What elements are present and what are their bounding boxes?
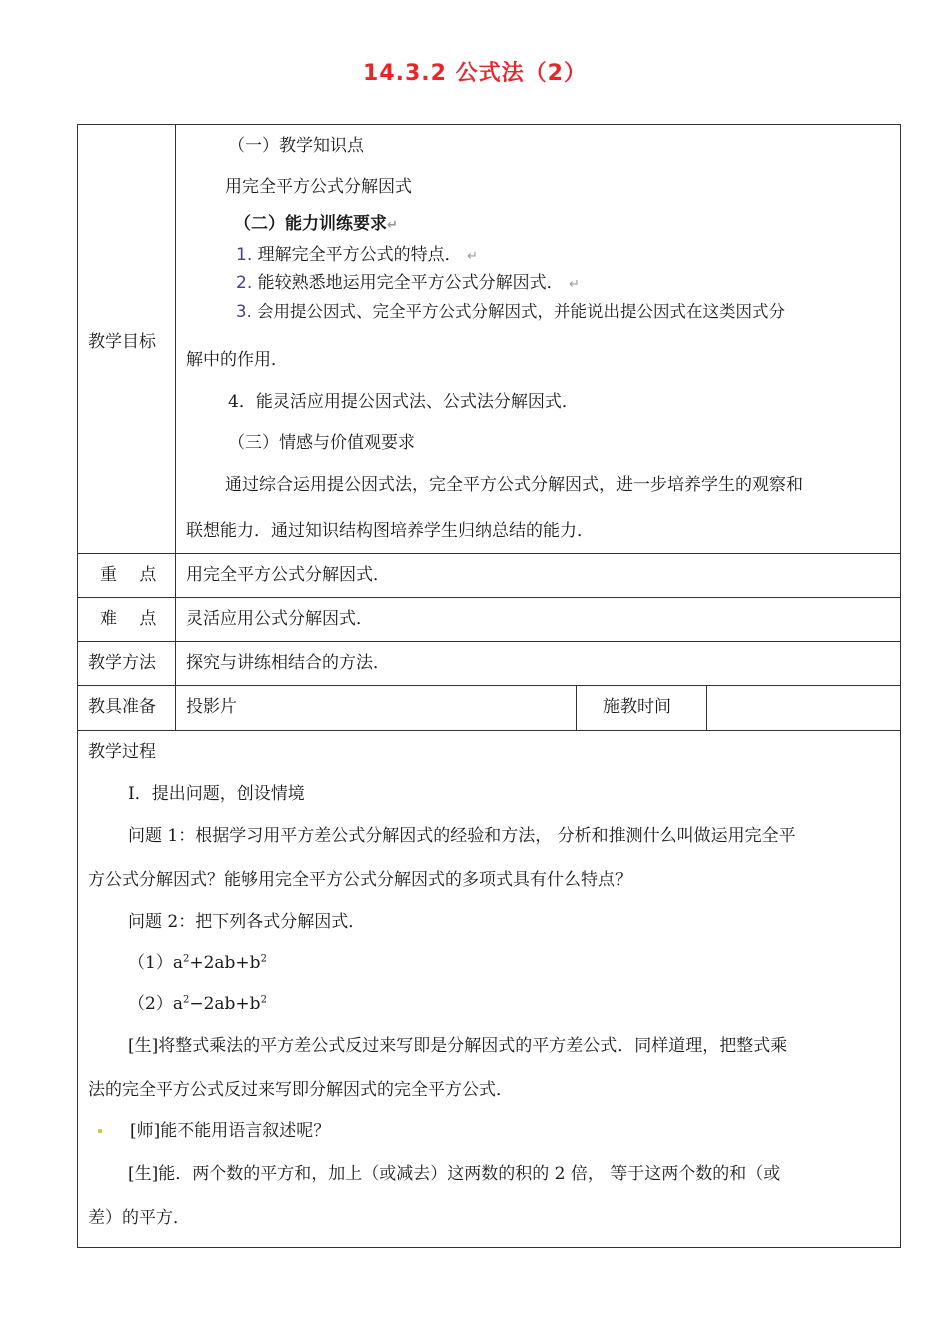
knowledge-text: 用完全平方公式分解因式: [225, 177, 412, 197]
values-text-line-2: 联想能力．通过知识结构图培养学生归纳总结的能力．: [186, 521, 594, 541]
goals-label-cell: [78, 125, 176, 554]
ability-item-2: 2. 能较熟悉地运用完全平方公式分解因式． ↵: [236, 273, 580, 293]
method-row: [78, 642, 901, 686]
expression-2: $(2)a^2-2ab+b^2$: [128, 994, 267, 1014]
difficulty-row: [78, 598, 901, 642]
values-heading: （三）情感与价值观要求: [228, 433, 415, 453]
time-value-cell: [707, 686, 901, 731]
student-answer-1-line-1: [生]将整式乘法的平方差公式反过来写即是分解因式的平方差公式．同样道理，把整式乘: [128, 1036, 788, 1056]
highlight-dot: [98, 1129, 102, 1133]
difficulty-text-cell: [176, 598, 901, 642]
tools-text: 投影片: [186, 697, 237, 717]
key-point-label-cell: [78, 554, 176, 598]
student-answer-2-line-1: [生]能．两个数的平方和，加上（或减去）这两数的积的 2 倍， 等于这两个数的和（或: [128, 1164, 781, 1184]
question-1-line-1: 问题 1：根据学习用平方差公式分解因式的经验和方法， 分析和推测什么叫做运用完全平: [128, 826, 796, 846]
goals-label: 教学目标: [88, 331, 156, 352]
key-point-text: 用完全平方公式分解因式．: [186, 565, 390, 585]
process-step-1: Ⅰ．提出问题，创设情境: [128, 784, 305, 804]
tools-text-cell: [176, 686, 577, 731]
method-text-cell: [176, 642, 901, 686]
knowledge-heading: （一）教学知识点: [228, 136, 364, 156]
goals-content-cell: [176, 125, 901, 554]
process-cell: [78, 731, 901, 1248]
ability-item-3-cont: 解中的作用．: [186, 350, 288, 370]
method-label-cell: [78, 642, 176, 686]
time-value: [707, 686, 900, 692]
difficulty-text: 灵活应用公式分解因式．: [186, 609, 373, 629]
question-1-line-2: 方公式分解因式？能够用完全平方公式分解因式的多项式具有什么特点？: [88, 870, 632, 890]
key-point-row: [78, 554, 901, 598]
key-point-label: 重 点: [100, 565, 157, 585]
key-point-text-cell: [176, 554, 901, 598]
expression-1: $(1)a^2+2ab+b^2$: [128, 953, 267, 973]
student-answer-2-line-2: 差）的平方．: [88, 1208, 190, 1228]
time-label: 施教时间: [603, 697, 671, 717]
goals-row: [78, 125, 901, 554]
tools-row: [78, 686, 901, 731]
tools-label: 教具准备: [88, 697, 156, 717]
page-title: 14.3.2 公式法（2）: [363, 61, 587, 86]
method-label: 教学方法: [88, 653, 156, 673]
process-row: [78, 731, 901, 1248]
ability-heading: （二）能力训练要求↵: [234, 214, 398, 234]
method-text: 探究与讲练相结合的方法．: [186, 653, 390, 673]
question-2: 问题 2：把下列各式分解因式．: [128, 912, 366, 932]
process-heading: 教学过程: [88, 742, 156, 762]
time-label-cell: [577, 686, 707, 731]
difficulty-label: 难 点: [100, 609, 157, 629]
student-answer-1-line-2: 法的完全平方公式反过来写即分解因式的完全平方公式．: [88, 1080, 513, 1100]
values-text-line-1: 通过综合运用提公因式法，完全平方公式分解因式，进一步培养学生的观察和: [225, 475, 803, 495]
tools-label-cell: [78, 686, 176, 731]
lesson-plan-table: [77, 124, 901, 1248]
difficulty-label-cell: [78, 598, 176, 642]
ability-item-4: 4．能灵活应用提公因式法、公式法分解因式．: [228, 392, 579, 412]
ability-item-3: 3. 会用提公因式、完全平方公式分解因式，并能说出提公因式在这类因式分: [236, 302, 785, 321]
ability-item-1: 1. 理解完全平方公式的特点． ↵: [236, 245, 478, 265]
teacher-question: [师]能不能用语言叙述呢？: [130, 1121, 331, 1141]
